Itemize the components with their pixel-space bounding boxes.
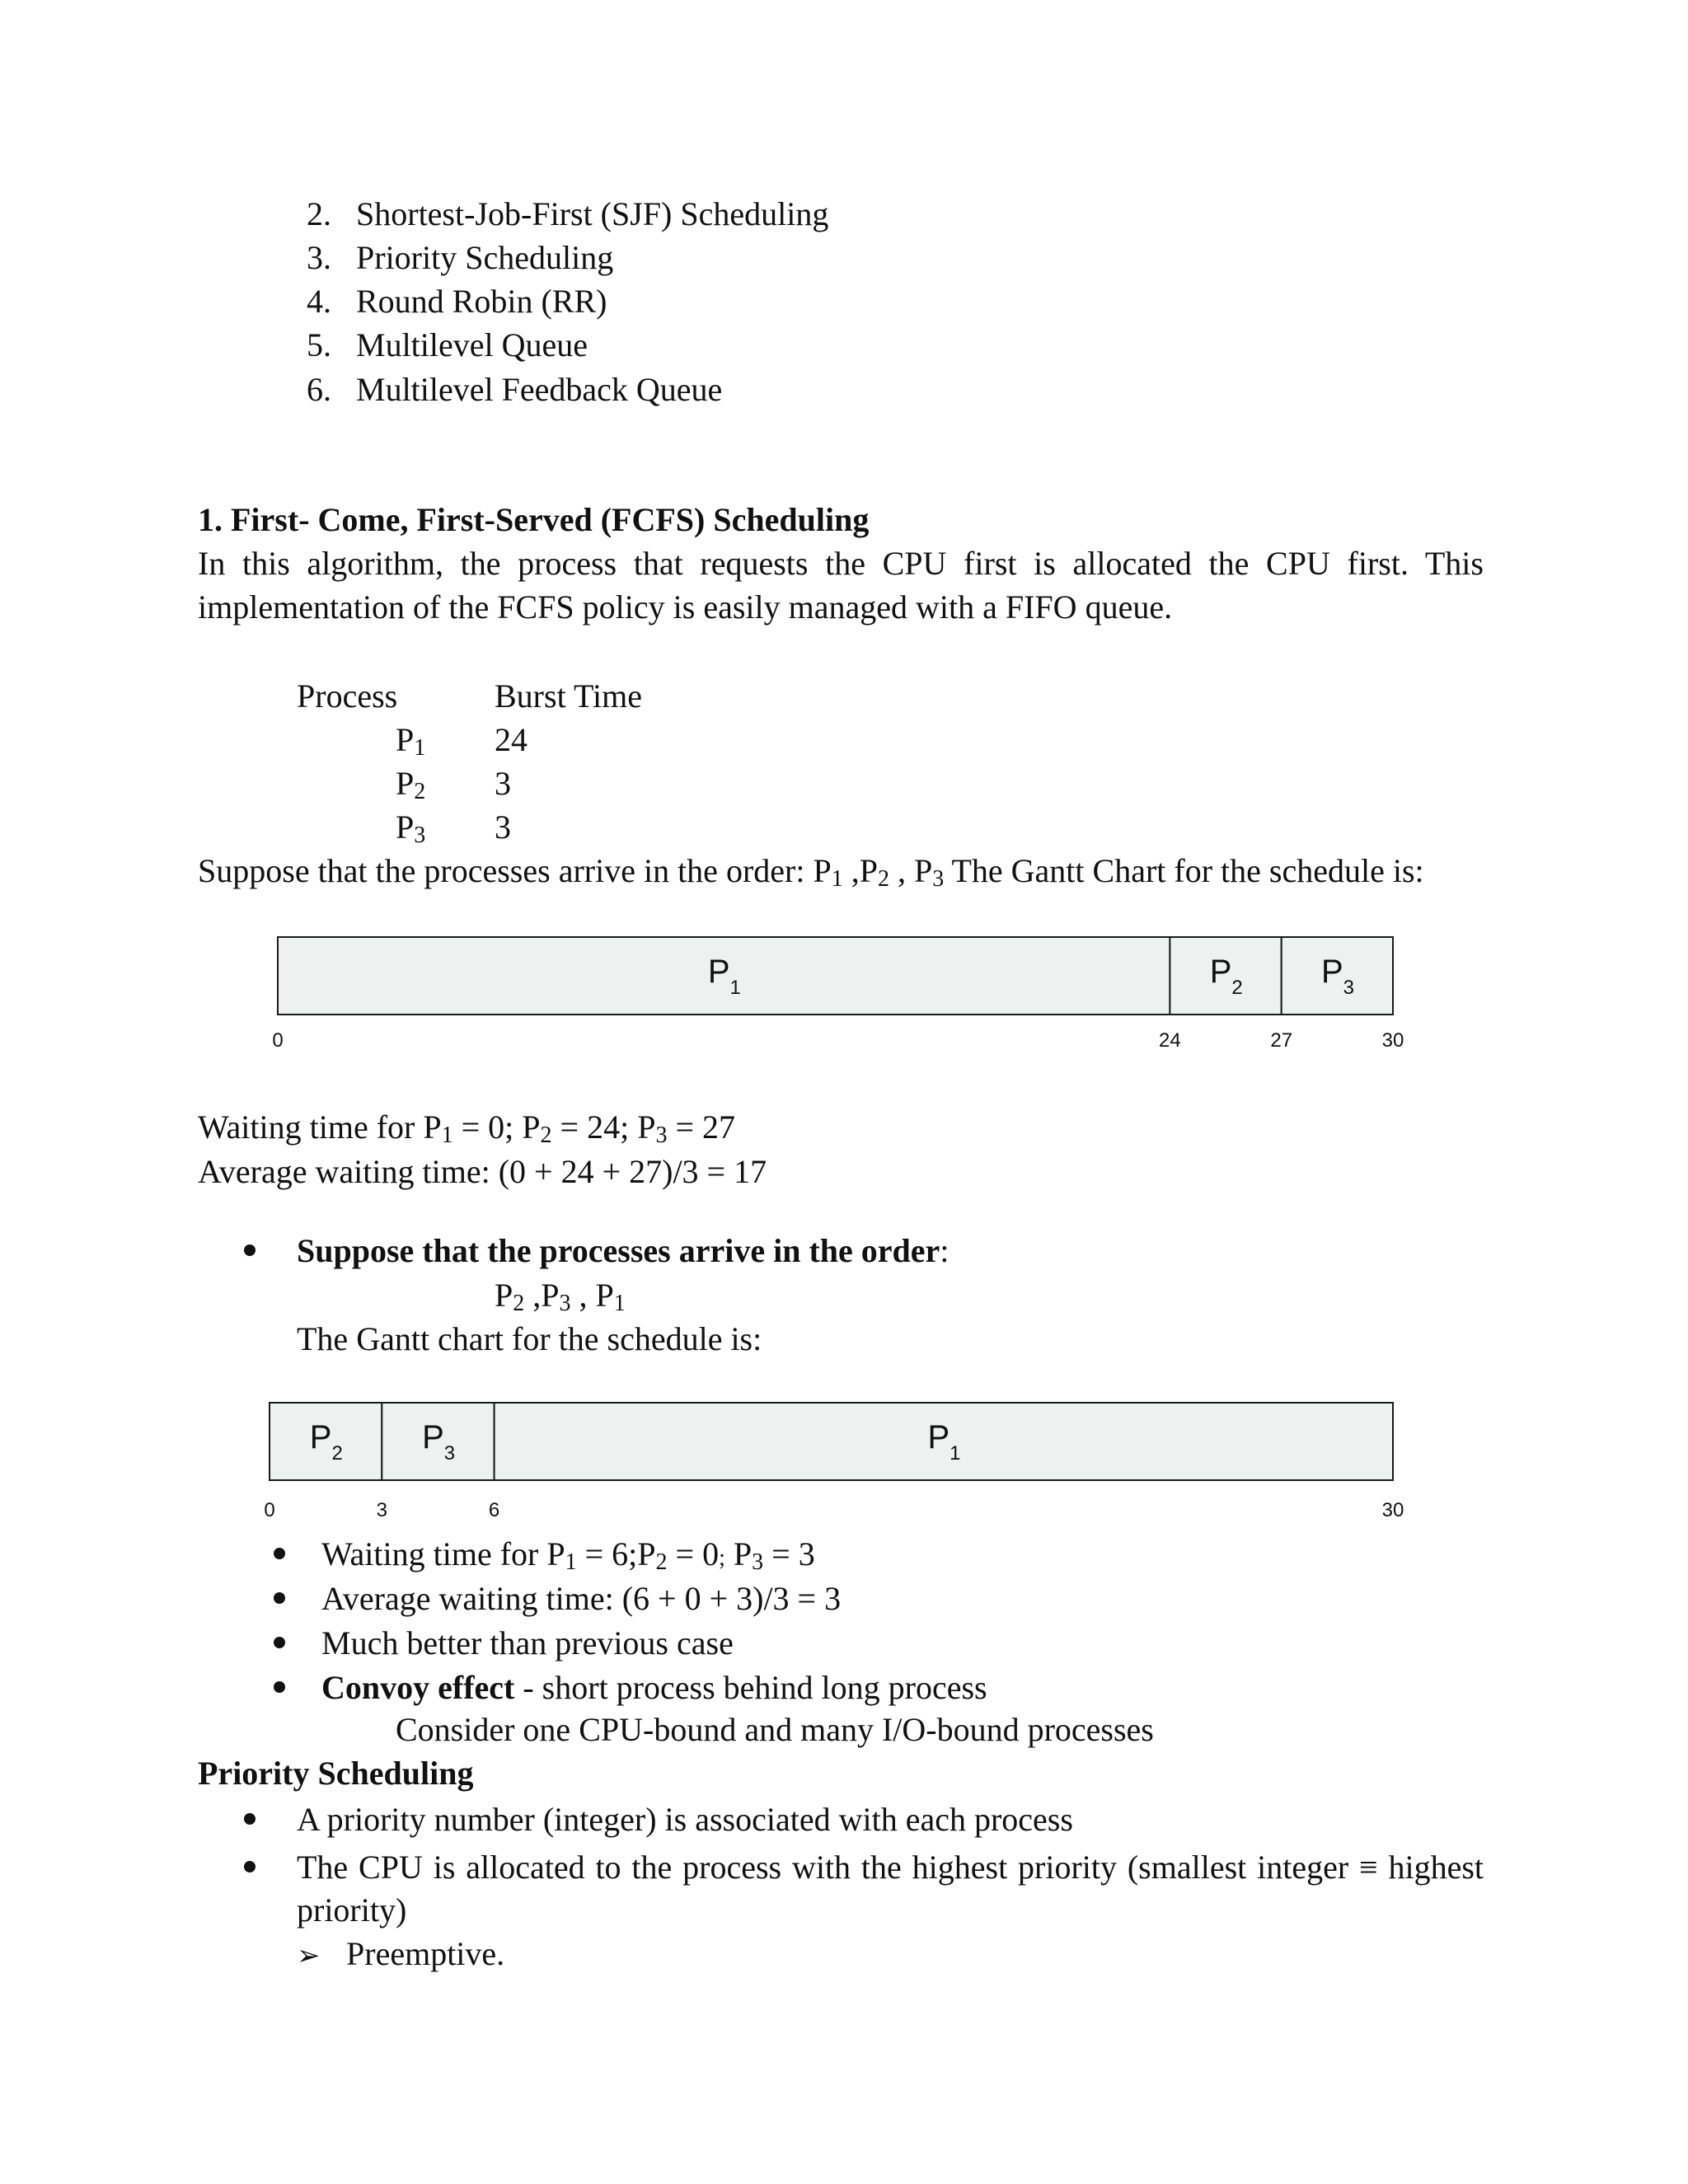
list-number: 2.	[307, 195, 331, 232]
list-text: Round Robin (RR)	[356, 283, 607, 320]
order-subscript: 1	[613, 1291, 626, 1317]
order-text: , P	[889, 852, 933, 889]
much-better-bullet: Much better than previous case	[321, 1624, 734, 1661]
waiting-text: = 24; P	[551, 1108, 656, 1146]
process-subscript: 2	[414, 779, 426, 805]
priority-bullet-1: A priority number (integer) is associated with each process	[297, 1801, 1073, 1838]
order-subscript: 2	[877, 866, 889, 893]
arrow-bullet-icon: ➢	[297, 1939, 321, 1972]
waiting-text: = 0	[667, 1535, 720, 1572]
gantt-tick-label: 3	[376, 1499, 387, 1521]
waiting-subscript: 3	[655, 1122, 668, 1149]
gantt-intro-line: The Gantt chart for the schedule is:	[297, 1320, 762, 1357]
process-subscript: 3	[414, 823, 426, 849]
average-waiting-bullet: Average waiting time: (6 + 0 + 3)/3 = 3	[321, 1580, 842, 1617]
bullet-icon	[244, 1861, 256, 1872]
process-subscript: 1	[414, 735, 426, 762]
gantt-tick-label: 6	[488, 1499, 500, 1521]
order-text: ,P	[524, 1277, 560, 1314]
gantt-segment-label: P	[1209, 954, 1232, 990]
bullet-icon	[244, 1244, 256, 1256]
waiting-text: Waiting time for P	[198, 1108, 442, 1146]
waiting-subscript: 2	[540, 1122, 552, 1149]
process-name: P	[396, 808, 415, 846]
bullet-icon	[274, 1592, 285, 1604]
gantt-segment-label: P	[927, 1419, 950, 1455]
convoy-bold: Convoy effect	[321, 1669, 515, 1706]
waiting-text: = 3	[763, 1535, 815, 1572]
order-subscript: 3	[559, 1291, 571, 1317]
process-name: P	[396, 721, 415, 758]
table-header-burst: Burst Time	[495, 677, 642, 715]
list-number: 5.	[307, 326, 331, 363]
waiting-text: = 6;P	[576, 1535, 656, 1572]
waiting-subscript: 1	[441, 1122, 453, 1149]
order-subscript: 2	[513, 1291, 525, 1317]
convoy-text: - short process behind long process	[514, 1669, 987, 1706]
burst-value: 3	[495, 765, 511, 802]
list-number: 3.	[307, 239, 331, 276]
consider-line: Consider one CPU-bound and many I/O-bound processes	[396, 1711, 1154, 1748]
gantt-segment-subscript: 1	[950, 1442, 961, 1465]
gantt-tick-label: 30	[1381, 1029, 1404, 1052]
bullet-icon	[244, 1813, 256, 1825]
gantt-tick-label: 27	[1270, 1029, 1293, 1052]
gantt-segment-label: P	[422, 1419, 444, 1455]
waiting-subscript: 1	[565, 1549, 577, 1576]
bullet-icon	[274, 1548, 285, 1559]
gantt-segment-subscript: 2	[331, 1442, 343, 1465]
preemptive-item	[297, 1933, 505, 1977]
gantt-segment-label: P	[1321, 954, 1343, 990]
priority-bullet-2-line-2: priority)	[297, 1891, 407, 1929]
priority-bullet-2-line-1: The CPU is allocated to the process with the highest priority (smallest integer ≡ highest	[297, 1849, 1484, 1886]
second-order-sequence	[495, 1274, 626, 1317]
list-text: Shortest-Job-First (SJF) Scheduling	[356, 195, 829, 232]
waiting-time-bullet	[321, 1533, 815, 1580]
second-order-bullet	[297, 1230, 949, 1272]
order-text: Suppose that the processes arrive in the order: P	[198, 852, 832, 889]
gantt-segment-subscript: 3	[443, 1442, 456, 1465]
bullet-icon	[274, 1637, 285, 1648]
waiting-text: P	[724, 1535, 753, 1572]
waiting-text: Waiting time for P	[321, 1535, 565, 1572]
process-name: P	[396, 765, 415, 802]
waiting-text: = 27	[667, 1108, 736, 1146]
order-text: , P	[570, 1277, 614, 1314]
gantt-segment-subscript: 2	[1231, 977, 1243, 999]
burst-value: 24	[495, 721, 528, 758]
order-text: ,P	[842, 852, 878, 889]
waiting-subscript: 3	[752, 1549, 764, 1576]
order-text: The Gantt Chart for the schedule is:	[944, 852, 1424, 889]
gantt-segment-label: P	[309, 1419, 332, 1455]
list-number: 4.	[307, 283, 331, 320]
waiting-subscript: 2	[655, 1549, 668, 1576]
priority-heading: Priority Scheduling	[198, 1755, 474, 1792]
list-text: Priority Scheduling	[356, 239, 614, 276]
list-number: 6.	[307, 371, 331, 408]
waiting-text: ;	[719, 1545, 725, 1571]
bullet-colon: :	[940, 1232, 950, 1269]
gantt-tick-label: 24	[1159, 1029, 1181, 1052]
gantt-tick-label: 0	[264, 1499, 275, 1521]
preemptive-text: Preemptive.	[346, 1935, 505, 1972]
list-text: Multilevel Feedback Queue	[356, 371, 723, 408]
gantt-segment-subscript: 3	[1343, 977, 1355, 999]
list-text: Multilevel Queue	[356, 326, 588, 363]
order-text: P	[495, 1277, 513, 1314]
gantt-tick-label: 30	[1381, 1499, 1404, 1521]
order-subscript: 1	[831, 866, 843, 893]
order-subscript: 3	[932, 866, 945, 893]
bullet-icon	[274, 1681, 285, 1693]
convoy-effect-bullet	[321, 1666, 987, 1709]
gantt-segment-label: P	[707, 954, 730, 990]
burst-value: 3	[495, 808, 511, 846]
gantt-segment-subscript: 1	[729, 977, 741, 999]
waiting-time-line	[198, 1106, 735, 1149]
waiting-text: = 0; P	[452, 1108, 541, 1146]
fcfs-paragraph-line-2: implementation of the FCFS policy is easily managed with a FIFO queue.	[198, 588, 1173, 626]
gantt-tick-label: 0	[272, 1029, 284, 1052]
table-header-process: Process	[297, 677, 398, 715]
bullet-label-bold: Suppose that the processes arrive in the order	[297, 1232, 940, 1269]
fcfs-paragraph-line-1: In this algorithm, the process that requests the CPU first is allocated the CPU first. This	[198, 545, 1484, 582]
fcfs-heading: 1. First- Come, First-Served (FCFS) Scheduling	[198, 501, 870, 538]
average-waiting-line: Average waiting time: (0 + 24 + 27)/3 = 17	[198, 1153, 767, 1190]
